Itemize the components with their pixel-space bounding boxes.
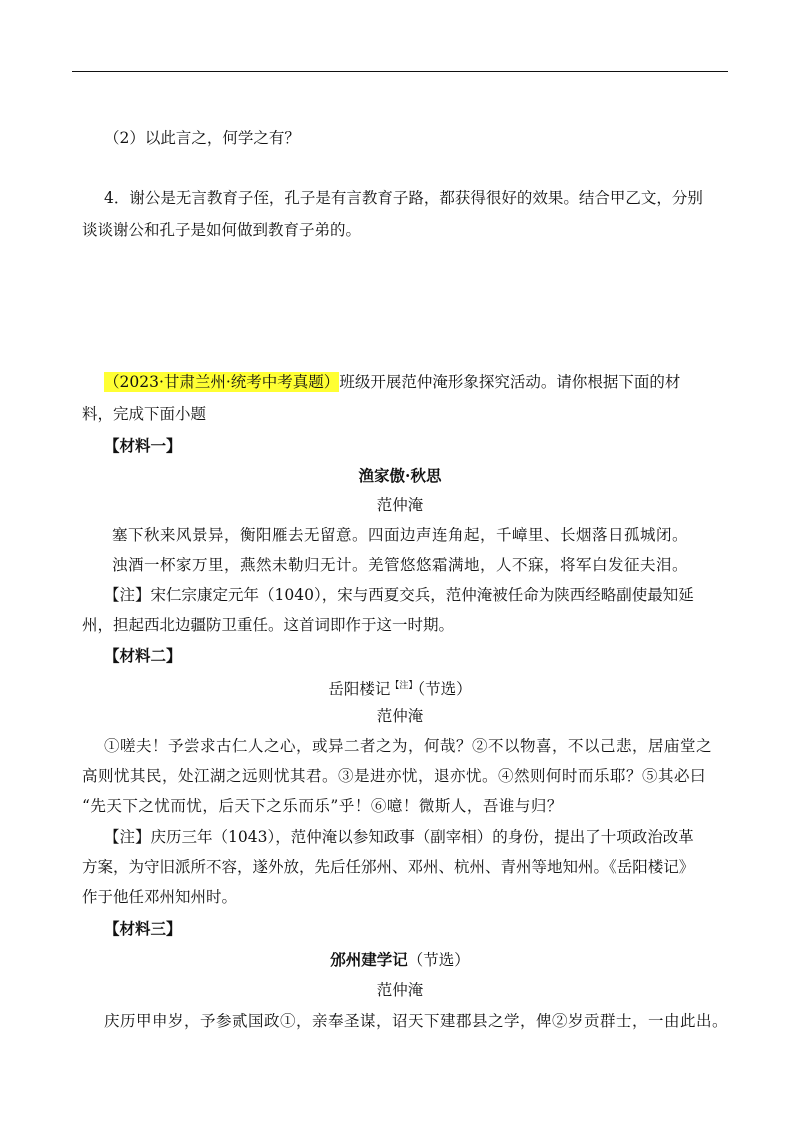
material-3-label: 【材料三】 <box>104 919 182 938</box>
question-4-line-1: 4．谢公是无言教育子侄，孔子是有言教育子路，都获得很好的效果。结合甲乙文，分别 <box>104 189 703 207</box>
poem-line-1: 塞下秋来风景异，衡阳雁去无留意。四面边声连角起，千嶂里、长烟落日孤城闭。 <box>112 526 689 544</box>
question-2-text: （2）以此言之，何学之有？ <box>104 129 300 147</box>
material-3-author: 范仲淹 <box>376 981 424 999</box>
material-2-title-text: 岳阳楼记 <box>328 680 391 698</box>
material-2-text-line-3: “先天下之忧而忧，后天下之乐而乐”乎！⑥噫！微斯人，吾谁与归？ <box>82 797 563 815</box>
poem-line-2: 浊酒一杯家万里，燕然未勒归无计。羌管悠悠霜满地，人不寐，将军白发征夫泪。 <box>112 556 689 574</box>
intro-rest: 班级开展范仲淹形象探究活动。请你根据下面的材 <box>339 373 681 391</box>
source-highlight: （2023·甘肃兰州·统考中考真题） <box>104 373 340 391</box>
intro-line-1 <box>104 371 680 393</box>
material-2-author: 范仲淹 <box>376 707 424 725</box>
material-2-note-line-1: 【注】庆历三年（1043），范仲淹以参知政事（副宰相）的身份，提出了十项政治改革 <box>104 828 694 846</box>
material-3-text-line-1: 庆历甲申岁，予参贰国政①，亲奉圣谋，诏天下建郡县之学，俾②岁贡群士，一由此出。 <box>104 1012 729 1030</box>
material-3-title-suffix: （节选） <box>407 951 470 969</box>
intro-line-2: 料，完成下面小题 <box>82 405 207 423</box>
material-2-text-line-2: 高则忧其民，处江湖之远则忧其君。③是进亦忧，退亦忧。④然则何时而乐耶？⑤其必曰 <box>82 767 707 785</box>
header-rule <box>72 71 728 72</box>
material-1-note-line-1: 【注】宋仁宗康定元年（1040），宋与西夏交兵，范仲淹被任命为陕西经略副使最知延 <box>104 586 694 604</box>
material-2-title <box>0 675 800 700</box>
material-2-note-line-2: 方案，为守旧派所不容，遂外放，先后任邠州、邓州、杭州、青州等地知州。《岳阳楼记》 <box>82 858 695 876</box>
material-1-note-line-2: 州，担起西北边疆防卫重任。这首词即作于这一时期。 <box>82 616 455 634</box>
material-2-label: 【材料二】 <box>104 646 182 665</box>
question-4-line-2: 谈谈谢公和孔子是如何做到教育子弟的。 <box>82 221 362 239</box>
material-2-note-line-3: 作于他任邓州知州时。 <box>82 888 238 906</box>
material-3-title-text: 邠州建学记 <box>330 950 408 969</box>
material-2-title-suffix: （节选） <box>417 680 472 698</box>
material-1-title: 渔家傲·秋思 <box>358 466 442 485</box>
material-3-title <box>0 949 800 971</box>
material-2-text-line-1: ①嗟夫！予尝求古仁人之心，或异二者之为，何哉？②不以物喜，不以己悲，居庙堂之 <box>104 737 713 755</box>
material-2-title-note: 【注】 <box>390 681 418 691</box>
material-1-label: 【材料一】 <box>104 436 182 455</box>
material-1-author: 范仲淹 <box>376 496 424 514</box>
